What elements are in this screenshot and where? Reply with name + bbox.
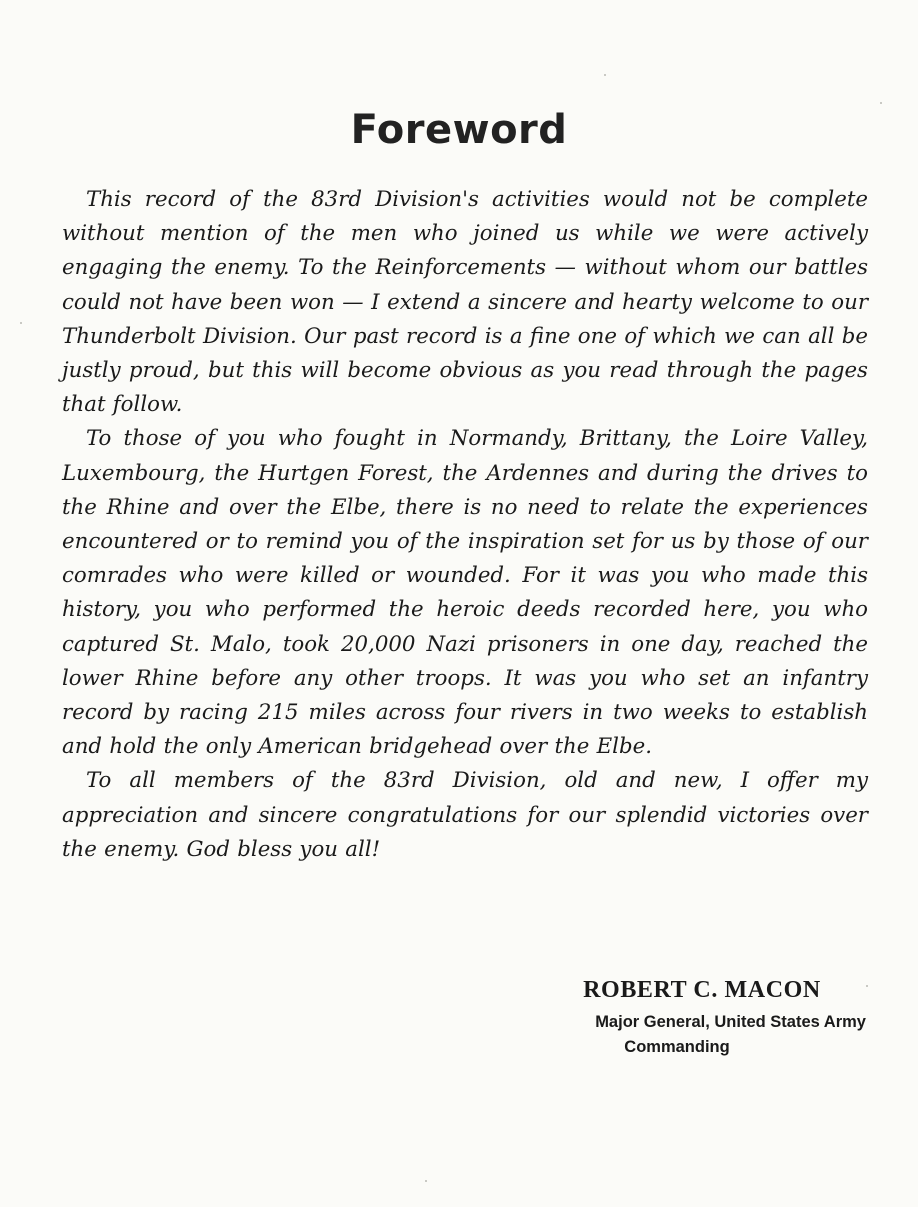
signature-rank: Major General, United States Army xyxy=(595,1013,866,1031)
paragraph: This record of the 83rd Division's activities would not be complete without mention of the men who joined us while we were actively engaging the enemy. To the Reinforcements — without whom our battles could not have been won — I extend a sincere and hearty welcome to our Thunderbolt Division. Our past record is a fine one of which we can all be justly proud, but this will become obvious as you read through the pages that follow. xyxy=(62,187,868,418)
paper-speck xyxy=(20,322,22,324)
foreword-body xyxy=(62,183,868,867)
paper-speck xyxy=(604,74,606,76)
paragraph: To all members of the 83rd Division, old and new, I offer my appreciation and sincere congratulations for our splendid victories over the enemy. God bless you all! xyxy=(62,768,868,862)
paper-speck xyxy=(425,1180,427,1182)
paragraph: To those of you who fought in Normandy, Brittany, the Loire Valley, Luxembourg, the Hurtgen Forest, the Ardennes and during the drives to the Rhine and over the Elbe, there is no need to relate the experiences encountered or to remind you of the inspiration set for us by those of our comrades who were killed or wounded. For it was you who made this history, you who performed the heroic deeds recorded here, you who captured St. Malo, took 20,000 Nazi prisoners in one day, reached the lower Rhine before any other troops. It was you who set an infantry record by racing 215 miles across four rivers in two weeks to establish and hold the only American bridgehead over the Elbe. xyxy=(62,426,868,760)
paper-speck xyxy=(880,102,882,104)
signature-role: Commanding xyxy=(624,1038,730,1056)
page-title: Foreword xyxy=(350,106,568,153)
paper-speck xyxy=(866,985,868,987)
signature-name: ROBERT C. MACON xyxy=(583,977,821,1003)
